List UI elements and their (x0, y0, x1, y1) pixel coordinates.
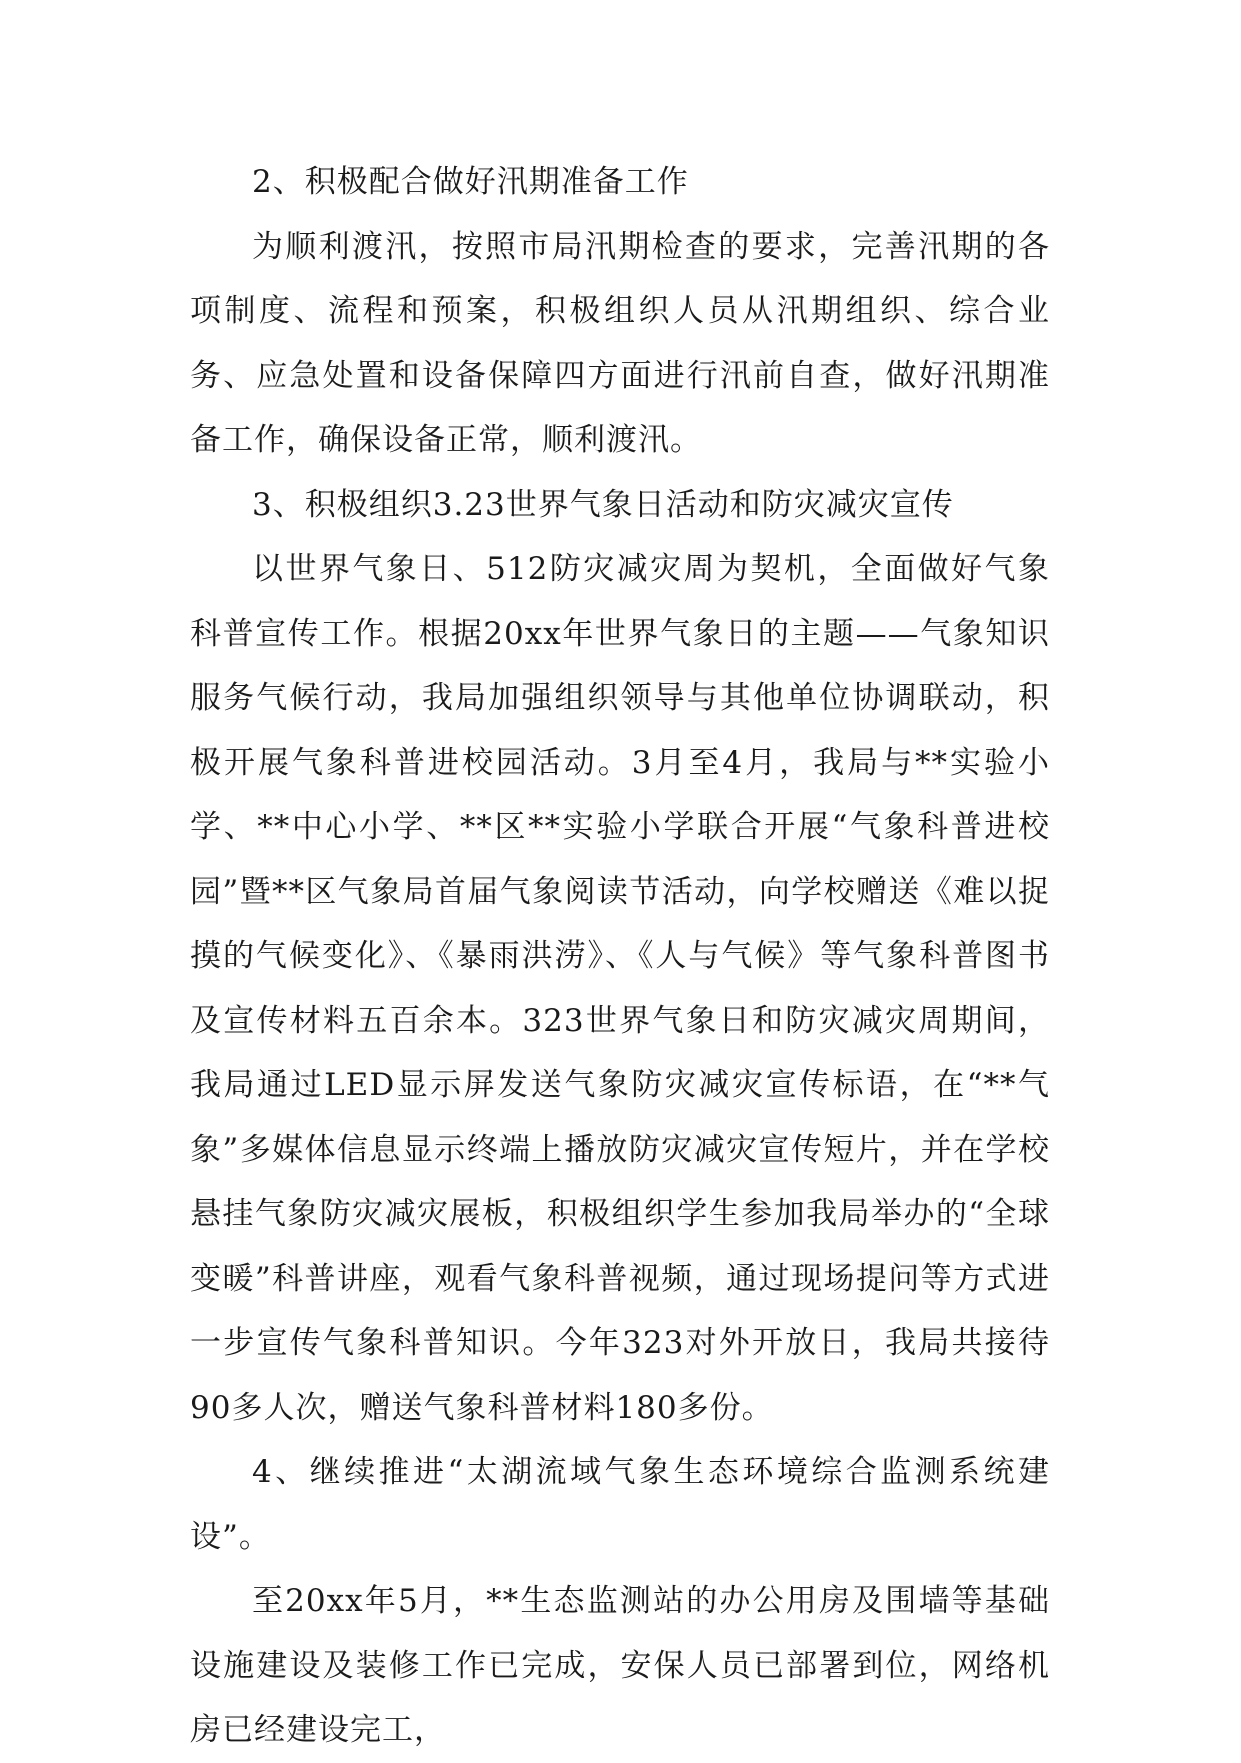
document-body (190, 150, 1050, 1763)
heading-meteorological-day: 3、积极组织3.23世界气象日活动和防灾减灾宣传 (252, 486, 954, 523)
paragraph-flood-season-prep: 为顺利渡汛，按照市局汛期检查的要求，完善汛期的各项制度、流程和预案，积极组织人员从汛期组织、综合业务、应急处置和设备保障四方面进行汛前自查，做好汛期准备工作，确保设备正常，顺利渡汛。 (190, 228, 1050, 458)
heading-taihu-monitoring: 4、继续推进“太湖流域气象生态环境综合监测系统建设”。 (190, 1454, 1050, 1555)
paragraph-meteorological-day: 以世界气象日、512防灾减灾周为契机，全面做好气象科普宣传工作。根据20xx年世界气象日的主题——气象知识服务气候行动，我局加强组织领导与其他单位协调联动，积极开展气象科普进校园活动。3月至4月，我局与**实验小学、**中心小学、**区**实验小学联合开展“气象科普进校园”暨**区气象局首届气象阅读节活动，向学校赠送《难以捉摸的气候变化》、《暴雨洪涝》、《人与气候》等气象科普图书及宣传材料五百余本。323世界气象日和防灾减灾周期间，我局通过LED显示屏发送气象防灾减灾宣传标语，在“**气象”多媒体信息显示终端上播放防灾减灾宣传短片，并在学校悬挂气象防灾减灾展板，积极组织学生参加我局举办的“全球变暖”科普讲座，观看气象科普视频，通过现场提问等方式进一步宣传气象科普知识。今年323对外开放日，我局共接待90多人次，赠送气象科普材料180多份。 (190, 551, 1050, 1426)
heading-flood-season-prep: 2、积极配合做好汛期准备工作 (252, 164, 689, 200)
paragraph-taihu-monitoring: 至20xx年5月，**生态监测站的办公用房及围墙等基础设施建设及装修工作已完成，安保人员已部署到位，网络机房已经建设完工， (190, 1583, 1050, 1748)
